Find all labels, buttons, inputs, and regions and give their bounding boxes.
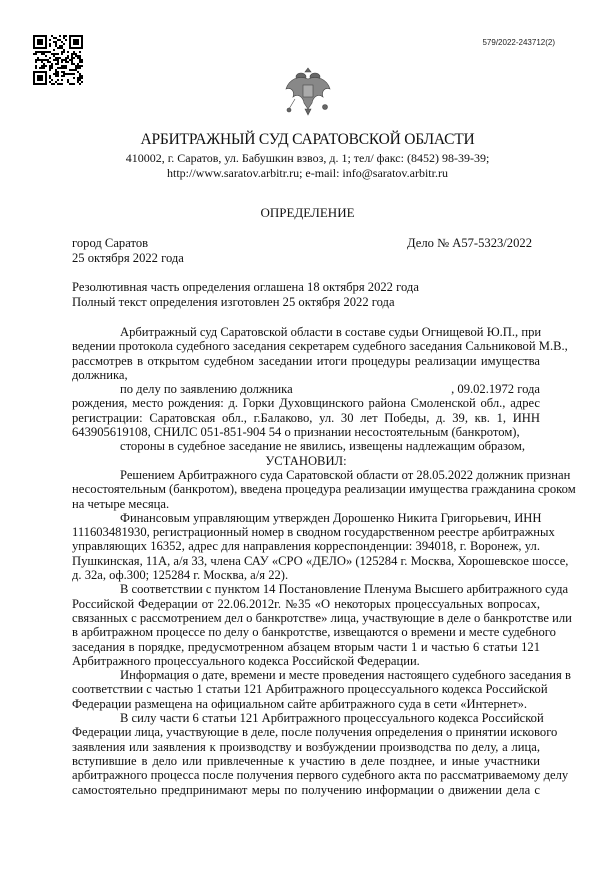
paragraph: [72, 582, 572, 668]
paragraph-line: связанных с рассмотрением дел о банкротстве» лица, участвующие в деле о банкротстве или: [72, 610, 572, 625]
resolution-announced-note: Резолютивная часть определения оглашена 18 октября 2022 года: [72, 280, 419, 294]
paragraph-line: рассмотрев в открытом судебном заседании итоги процедуры реализации имущества: [72, 353, 540, 368]
case-number: Дело № А57-5323/2022: [407, 236, 532, 250]
paragraph: [72, 467, 576, 511]
paragraph-line: соответствии с частью 1 статьи 121 Арбитражного процессуального кодекса Российской: [72, 682, 548, 697]
paragraph-line: д. 32а, оф.300; 125284 г. Москва, а/я 22).: [72, 568, 289, 583]
paragraph-line: должника,: [72, 367, 128, 382]
paragraph-line: стороны в судебное заседание не явились, извещены надлежащим образом,: [120, 439, 526, 454]
paragraph-line: 643905619108, СНИЛС 051-851-904 54 о признании несостоятельным (банкротом),: [72, 425, 520, 440]
paragraph-line: регистрации: Саратовская обл., г.Балаково, ул. 30 лет Победы, д. 39, кв. 1, ИНН: [72, 410, 540, 425]
paragraph-line: Арбитражного процессуального кодекса Российской Федерации.: [72, 653, 420, 668]
document-body: [72, 325, 576, 797]
paragraph-line: 111603481930, регистрационный номер в сводном государственном реестре арбитражных: [72, 525, 555, 540]
debtor-claim-intro: по делу по заявлению должника: [120, 382, 293, 397]
paragraph-line: УСТАНОВИЛ:: [265, 453, 347, 468]
paragraph-line: заседания в порядке, предусмотренном абзацем вторым части 1 и частью 6 статьи 121: [72, 639, 540, 654]
paragraph: [72, 382, 540, 439]
paragraph-line: Федерации размещена на официальном сайте арбитражного суда в сети «Интернет».: [72, 696, 528, 711]
court-name: АРБИТРАЖНЫЙ СУД САРАТОВСКОЙ ОБЛАСТИ: [140, 131, 475, 148]
paragraph: [72, 510, 569, 583]
paragraph: [72, 454, 540, 468]
coat-of-arms-emblem-icon: [283, 65, 333, 117]
paragraph: [72, 711, 569, 797]
paragraph-line: [72, 382, 540, 396]
document-title: ОПРЕДЕЛЕНИЕ: [260, 205, 355, 220]
paragraph-line: Федерации лица, участвующие в деле, после получения определения о принятии искового: [72, 725, 558, 740]
paragraph-line: вступившие в дело или привлеченные к участию в деле позднее, и иные участники: [72, 753, 540, 768]
court-contacts: http://www.saratov.arbitr.ru; e-mail: info@saratov.arbitr.ru: [167, 166, 448, 180]
paragraph-line: рождения, место рождения: д. Горки Духовщинского района Смоленской обл., адрес: [72, 396, 540, 411]
court-address: 410002, г. Саратов, ул. Бабушкин взвоз, д. 1; тел/ факс: (8452) 98-39-39;: [125, 151, 490, 165]
paragraph: [72, 325, 568, 382]
paragraph-line: на четыре месяца.: [72, 496, 170, 511]
paragraph-line: арбитражного процесса после получения первого судебного акта по рассматриваемому делу: [72, 768, 569, 783]
paragraph-line: В силу части 6 статьи 121 Арбитражного процессуального кодекса Российской: [120, 711, 544, 726]
paragraph-line: Решением Арбитражного суда Саратовской области от 28.05.2022 должник признан: [120, 467, 571, 482]
document-date: 25 октября 2022 года: [72, 251, 184, 265]
paragraph: [72, 668, 571, 711]
paragraph-line: самостоятельно предпринимают меры по получению информации о движении дела с: [72, 782, 540, 797]
city: город Саратов: [72, 236, 149, 250]
paragraph-line: несостоятельным (банкротом), введена процедура реализации имущества гражданина сроком: [72, 482, 576, 497]
paragraph-line: в арбитражном процессе по делу о банкротстве, извещаются о времени и месте судебного: [72, 625, 556, 640]
qr-code-icon: [33, 34, 83, 86]
paragraph-line: управляющих 16352, адрес для направления корреспонденции: 394018, г. Воронеж, ул.: [72, 539, 540, 554]
paragraph-line: Финансовым управляющим утвержден Дорошенко Никита Григорьевич, ИНН: [120, 510, 542, 525]
paragraph-line: Российской Федерации от 22.06.2012г. №35 «О некоторых процессуальных вопросах,: [72, 596, 540, 611]
full-text-date-note: Полный текст определения изготовлен 25 октября 2022 года: [72, 295, 395, 309]
debtor-birth-date: , 09.02.1972 года: [451, 382, 540, 397]
paragraph-line: В соответствии с пунктом 14 Постановление Пленума Высшего арбитражного суда: [120, 582, 569, 597]
document-number: 579/2022-243712(2): [482, 38, 555, 47]
paragraph-line: заявления или заявления к производству и возбуждении производства по делу, а лица,: [72, 739, 540, 754]
paragraph-line: Арбитражный суд Саратовской области в составе судьи Огнищевой Ю.П., при: [120, 325, 542, 339]
paragraph-line: Пушкинская, 11А, а/я 33, члена САУ «СРО «ДЕЛО» (125284 г. Москва, Хорошевское шоссе,: [72, 553, 569, 568]
paragraph-line: ведении протокола судебного заседания секретарем судебного заседания Сальниковой М.В.,: [72, 339, 568, 354]
paragraph: [72, 439, 540, 453]
paragraph-line: Информация о дате, времени и месте проведения настоящего судебного заседания в: [120, 668, 571, 683]
